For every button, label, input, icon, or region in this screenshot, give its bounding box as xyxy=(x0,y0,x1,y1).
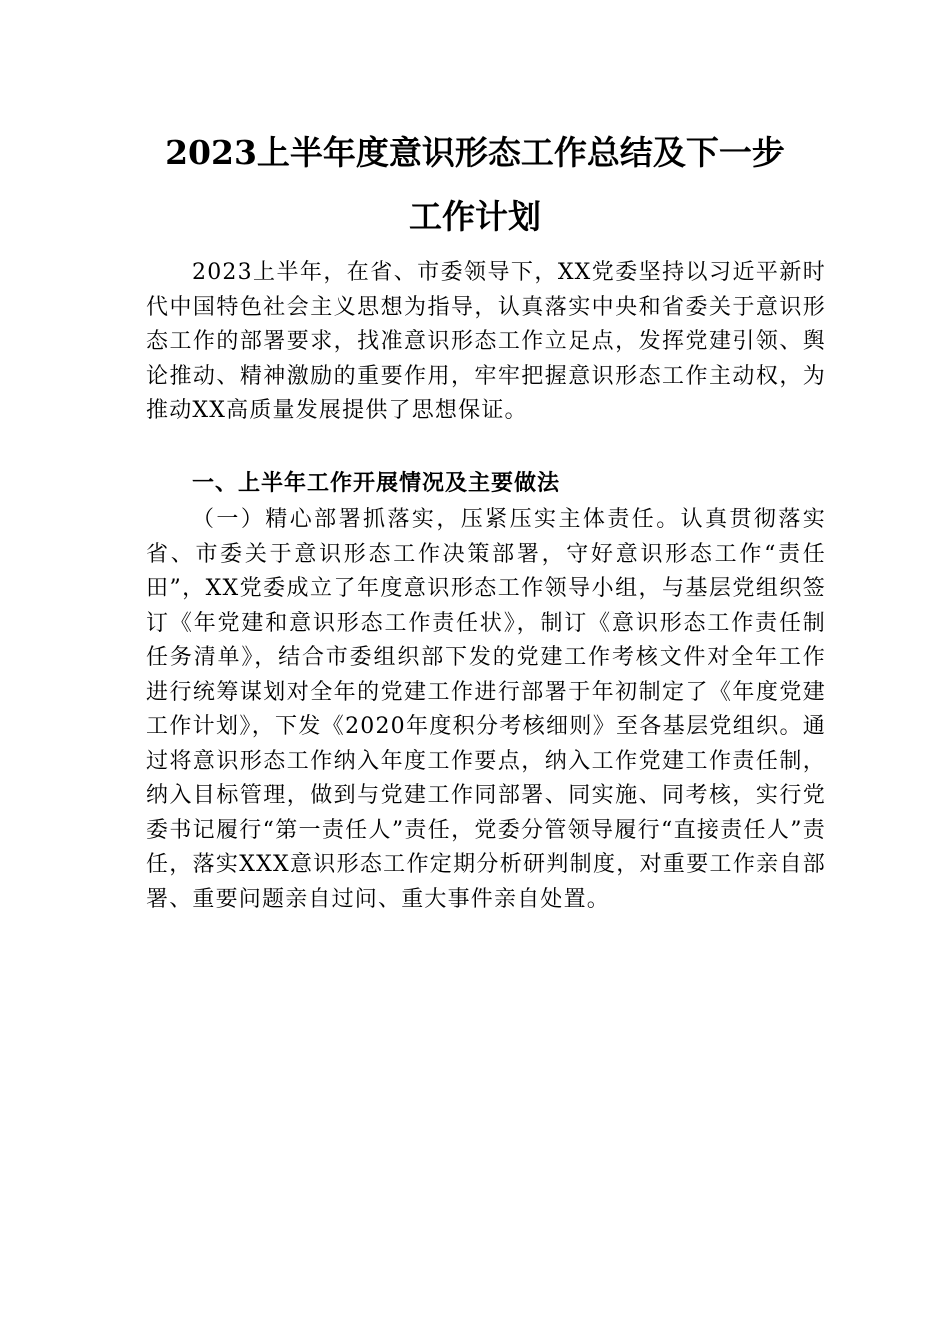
section-heading-1: 一、上半年工作开展情况及主要做法 xyxy=(192,471,561,496)
section-1-paragraph: （一）精心部署抓落实，压紧压实主体责任。认真贯彻落实省、市委关于意识形态工作决策部署，守好意识形态工作“责任田”，XX党委成立了年度意识形态工作领导小组，与基层党组织签订《年党建和意识形态工作责任状》，制订《意识形态工作责任制任务清单》，结合市委组织部下发的党建工作考核文件对全年工作进行统筹谋划对全年的党建工作进行部署于年初制定了《年度党建工作计划》，下发《2020年度积分考核细则》至各基层党组织。通过将意识形态工作纳入年度工作要点，纳入工作党建工作责任制，纳入目标管理，做到与党建工作同部署、同实施、同考核，实行党委书记履行“第一责任人”责任，党委分管领导履行“直接责任人”责任，落实XXX意识形态工作定期分析研判制度，对重要工作亲自部署、重要问题亲自过问、重大事件亲自处置。 xyxy=(146,507,826,912)
document-title-line-1: 2023上半年度意识形态工作总结及下一步 xyxy=(165,133,785,172)
document-title-line-2: 工作计划 xyxy=(409,197,541,236)
intro-paragraph: 2023上半年，在省、市委领导下，XX党委坚持以习近平新时代中国特色社会主义思想为指导，认真落实中央和省委关于意识形态工作的部署要求，找准意识形态工作立足点，发挥党建引领、舆论推动、精神激励的重要作用，牢牢把握意识形态工作主动权，为推动XX高质量发展提供了思想保证。 xyxy=(146,260,826,423)
